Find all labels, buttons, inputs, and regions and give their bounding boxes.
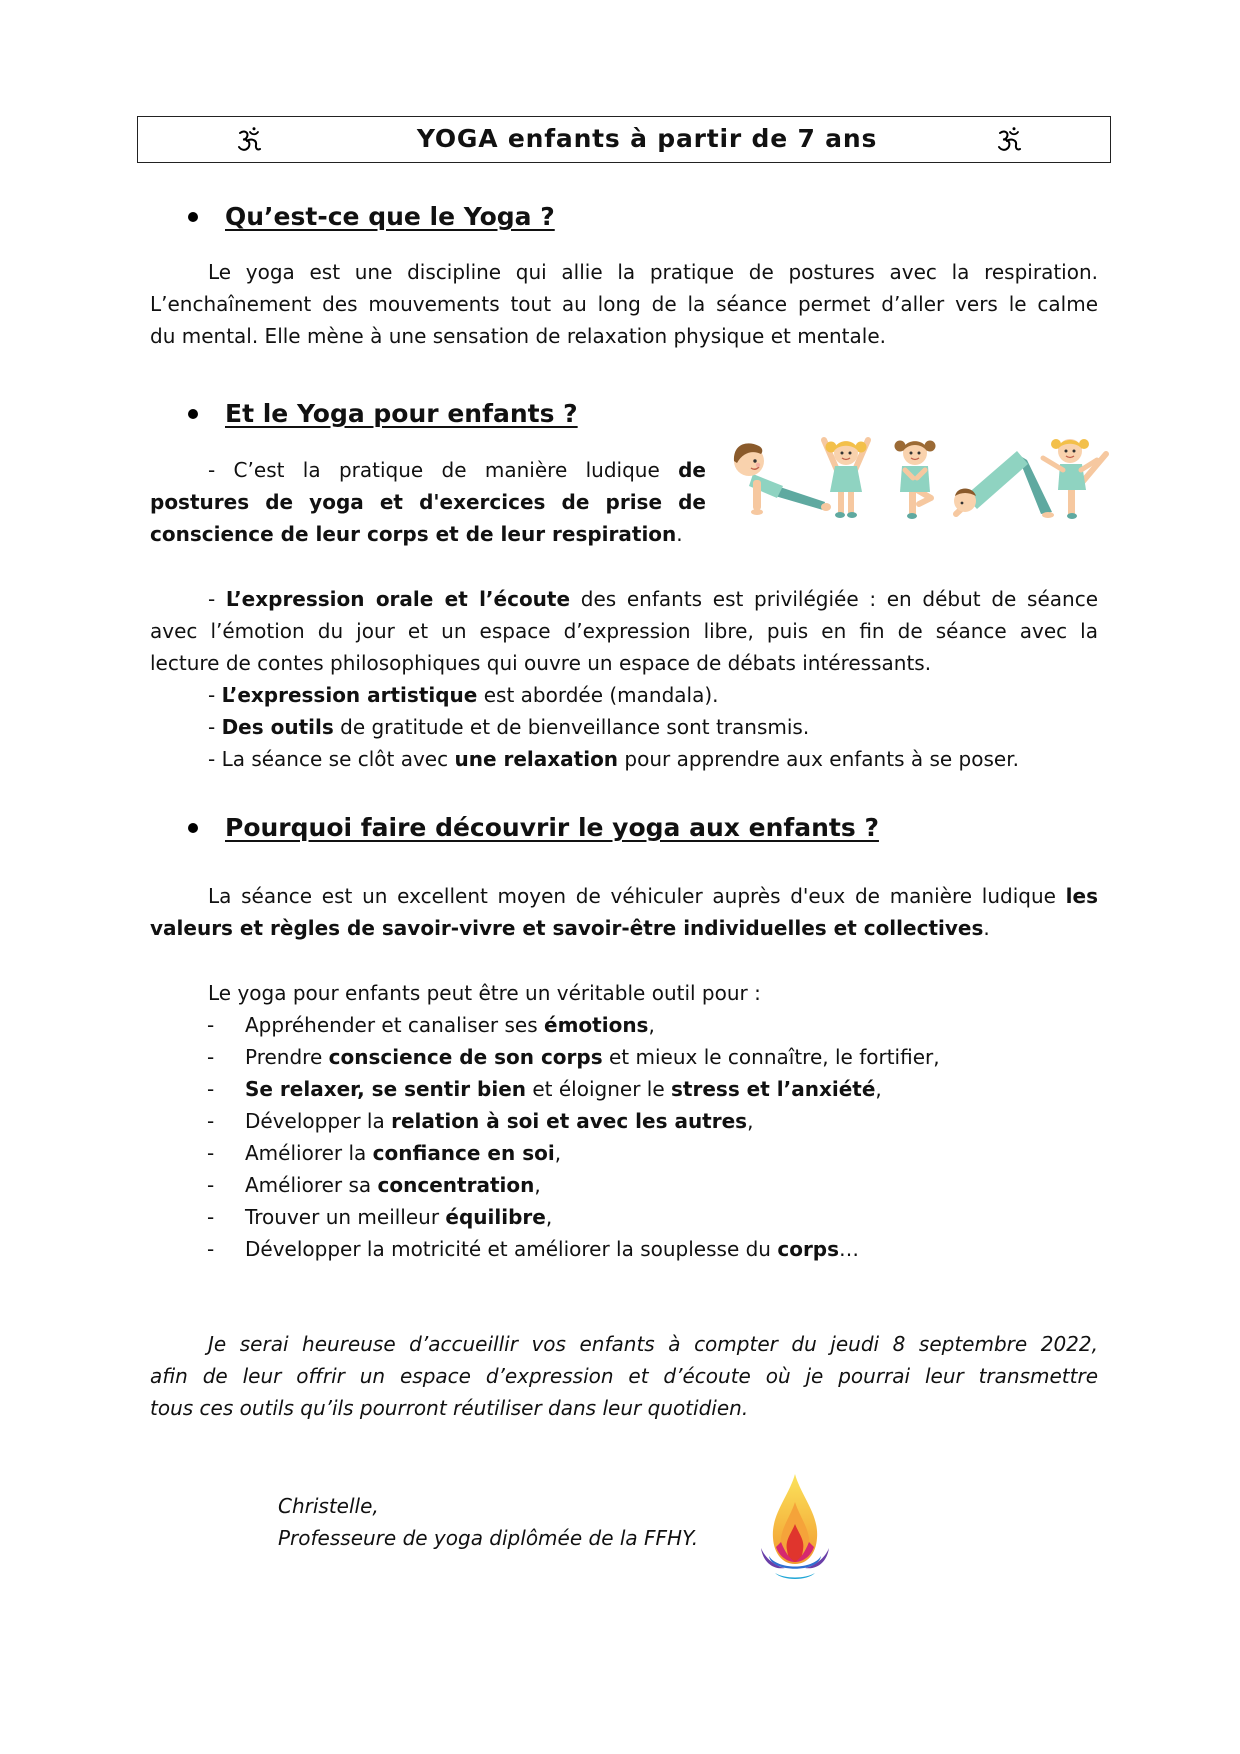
text-run: Prendre: [245, 1045, 329, 1069]
signature-role: Professeure de yoga diplômée de la FFHY.: [278, 1526, 699, 1550]
benefits-list: [150, 1009, 1098, 1265]
om-icon: [236, 126, 262, 152]
list-marker: -: [207, 1077, 215, 1101]
children-yoga-icon: [725, 430, 1110, 520]
text-run: …: [839, 1237, 860, 1261]
text-line: [150, 1360, 1098, 1392]
section-heading-text: Et le Yoga pour enfants ?: [225, 399, 578, 428]
bold-text: concentration: [377, 1173, 535, 1197]
text-run: ,: [648, 1013, 655, 1037]
kid-figure: [954, 451, 1054, 518]
paragraph-values: [150, 880, 1098, 944]
text-line: [150, 256, 1098, 288]
bold-text: Se relaxer, se sentir bien: [245, 1077, 527, 1101]
text-run: et mieux le connaître, le fortifier,: [602, 1045, 940, 1069]
text-run: L’enchaînement des mouvements tout au long de la séance permet d’aller vers le calme: [150, 292, 1098, 316]
text-run: -: [208, 683, 222, 707]
paragraph-points: [150, 679, 1098, 775]
text-run: -: [208, 715, 222, 739]
text-run: pour apprendre aux enfants à se poser.: [618, 747, 1019, 771]
text-run: Le yoga est une discipline qui allie la pratique de postures avec la respiration.: [208, 260, 1098, 284]
bold-text: conscience de son corps: [328, 1045, 603, 1069]
bold-text: émotions: [544, 1013, 649, 1037]
bold-text: L’expression orale et l’écoute: [225, 587, 571, 611]
kid-figure: [1043, 439, 1106, 519]
text-run: avec l’émotion du jour et un espace d’expression libre, puis en fin de séance avec la: [150, 619, 1098, 643]
text-run: - C’est la pratique de manière ludique: [208, 458, 679, 482]
list-marker: -: [207, 1013, 215, 1037]
list-item: [150, 1169, 1098, 1201]
text-run: tous ces outils qu’ils pourront réutiliser dans leur quotidien.: [150, 1396, 749, 1420]
bullet-icon: [188, 823, 198, 833]
text-line: [150, 912, 1098, 944]
bold-text: une relaxation: [454, 747, 619, 771]
text-run: des enfants est privilégiée : en début de séance: [570, 587, 1098, 611]
paragraph-practice: [150, 454, 706, 550]
text-line: [150, 320, 1098, 352]
bold-text: confiance en soi: [372, 1141, 555, 1165]
paragraph-yoga-definition: [150, 256, 1098, 352]
text-run: ,: [747, 1109, 754, 1133]
om-icon: [996, 126, 1022, 152]
section-heading-yoga-for-children: [188, 396, 578, 432]
list-marker: -: [207, 1205, 215, 1229]
signature-name: Christelle,: [278, 1494, 379, 1518]
text-run: -: [208, 587, 226, 611]
bold-text: corps: [777, 1237, 840, 1261]
section-heading-what-is-yoga: [188, 199, 555, 235]
text-run: afin de leur offrir un espace d’expression et d’écoute où je pourrai leur transmettre: [150, 1364, 1098, 1388]
text-run: ,: [875, 1077, 882, 1101]
text-line: [150, 1328, 1098, 1360]
list-item: [150, 1105, 1098, 1137]
kid-figure: [895, 441, 936, 520]
text-run: de gratitude et de bienveillance sont transmis.: [333, 715, 810, 739]
text-line: [150, 711, 1098, 743]
list-marker: -: [207, 1045, 215, 1069]
text-line: [150, 615, 1098, 647]
text-line: [150, 1392, 1098, 1424]
text-run: Le yoga pour enfants peut être un véritable outil pour :: [208, 981, 761, 1005]
bold-text: Des outils: [221, 715, 334, 739]
text-line: [150, 486, 706, 518]
text-run: lecture de contes philosophiques qui ouvre un espace de débats intéressants.: [150, 651, 932, 675]
text-line: [150, 679, 1098, 711]
list-marker: -: [207, 1173, 215, 1197]
list-marker: -: [207, 1237, 215, 1261]
section-heading-why-yoga: [188, 810, 879, 846]
text-run: - La séance se clôt avec: [208, 747, 455, 771]
text-run: ,: [545, 1205, 553, 1229]
text-line: [150, 647, 1098, 679]
text-run: La séance est un excellent moyen de véhiculer auprès d'eux de manière ludique: [208, 884, 1066, 908]
bold-text: stress et l’anxiété: [671, 1077, 876, 1101]
text-run: Développer la: [245, 1109, 392, 1133]
text-run: .: [983, 916, 990, 940]
text-line: [150, 880, 1098, 912]
text-run: Je serai heureuse d’accueillir vos enfants à compter du jeudi 8 septembre 2022,: [208, 1332, 1098, 1356]
kid-figure: [734, 443, 831, 515]
bold-text: postures de yoga et d'exercices de prise de: [150, 490, 706, 514]
list-intro: [150, 977, 1098, 1009]
text-line: [150, 454, 706, 486]
section-heading-text: Pourquoi faire découvrir le yoga aux enfants ?: [225, 813, 879, 842]
text-line: [150, 288, 1098, 320]
bold-text: les: [1065, 884, 1098, 908]
text-run: Développer la motricité et améliorer la souplesse du: [245, 1237, 778, 1261]
text-run: Améliorer la: [245, 1141, 373, 1165]
text-run: Trouver un meilleur: [245, 1205, 446, 1229]
bullet-icon: [188, 212, 198, 222]
bold-text: relation à soi et avec les autres: [391, 1109, 748, 1133]
bold-text: valeurs et règles de savoir-vivre et savoir-être individuelles et collectives: [150, 916, 984, 940]
bold-text: équilibre: [445, 1205, 546, 1229]
list-item: [150, 1137, 1098, 1169]
list-item: [150, 1201, 1098, 1233]
text-run: et éloigner le: [526, 1077, 672, 1101]
lotus-flame-icon: [755, 1472, 835, 1582]
text-line: [150, 583, 1098, 615]
text-line: [150, 743, 1098, 775]
text-line: [150, 977, 1098, 1009]
list-item: [150, 1073, 1098, 1105]
text-run: Améliorer sa: [245, 1173, 378, 1197]
text-run: du mental. Elle mène à une sensation de relaxation physique et mentale.: [150, 324, 886, 348]
text-run: Appréhender et canaliser ses: [245, 1013, 545, 1037]
bold-text: L’expression artistique: [221, 683, 478, 707]
list-marker: -: [207, 1109, 215, 1133]
section-heading-text: Qu’est-ce que le Yoga ?: [225, 202, 555, 231]
bold-text: conscience de leur corps et de leur respiration: [150, 522, 677, 546]
bullet-icon: [188, 409, 198, 419]
paragraph-expression: [150, 583, 1098, 679]
list-item: [150, 1041, 1098, 1073]
signature: [278, 1490, 738, 1554]
text-run: est abordée (mandala).: [477, 683, 719, 707]
paragraph-closing: [150, 1328, 1098, 1424]
list-item: [150, 1233, 1098, 1265]
text-run: ,: [554, 1141, 562, 1165]
title-box: [137, 116, 1111, 163]
text-line: [150, 518, 706, 550]
list-item: [150, 1009, 1098, 1041]
bold-text: de: [678, 458, 706, 482]
text-run: ,: [534, 1173, 541, 1197]
text-run: .: [676, 522, 683, 546]
list-marker: -: [207, 1141, 215, 1165]
page-title: YOGA enfants à partir de 7 ans: [416, 124, 878, 153]
